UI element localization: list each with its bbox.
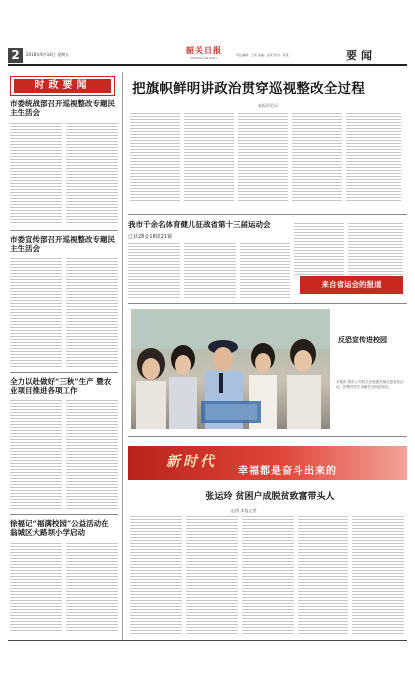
sports-col-2 [184, 243, 236, 299]
story1-text-b [66, 123, 118, 225]
column-divider [122, 72, 123, 640]
feature-col-4 [298, 516, 348, 634]
feature-col-2 [186, 516, 238, 634]
left-banner-inner [14, 79, 111, 93]
story2-title: 市委宣传部召开巡视整改专题民主生活会 [10, 235, 115, 253]
masthead-logo [176, 45, 232, 60]
main-byline: 本报评论员 [258, 103, 278, 108]
page-number-box [8, 48, 23, 63]
divider-main-2 [128, 303, 407, 304]
photo-caption-text: 本报讯 我市公安机关在校园开展反恐宣传活动，民警向学生讲解安全防范知识。 [336, 380, 404, 389]
photo-illustration [131, 309, 330, 429]
story3-text-b [66, 400, 118, 510]
story3-text-a [10, 400, 62, 510]
feature-col-1 [130, 516, 182, 634]
sports-col-5 [348, 223, 403, 275]
sports-subtitle: 已获28金18银21铜 [128, 234, 173, 240]
sports-col-4 [294, 223, 344, 275]
date-line: 2018年9月14日 星期五 [26, 52, 70, 57]
divider-main-1 [128, 214, 407, 215]
sports-banner-text: 来自省运会的报道 [321, 280, 382, 289]
divider-left-3 [10, 514, 118, 515]
story4-text-a [10, 543, 62, 633]
sports-banner [300, 276, 403, 294]
divider-main-3 [128, 436, 407, 437]
story2-text-b [66, 258, 118, 368]
story1-title: 市委统战部召开巡视整改专题民主生活会 [10, 99, 115, 117]
section-name: 要闻 [346, 49, 376, 62]
feature-slogan: 幸福都是奋斗出来的 [238, 466, 337, 477]
lead-col-2 [184, 113, 234, 203]
editor-line: 责任编辑：王某 美编：某某 校对：某某 [236, 53, 289, 57]
sports-col-1 [128, 243, 180, 299]
lead-col-3 [238, 113, 288, 203]
story1-text-a [10, 123, 62, 225]
sports-col-3 [240, 243, 290, 299]
feature-title: 张运玲 贫困户成脱贫致富带头人 [205, 492, 335, 502]
feature-banner [128, 446, 407, 480]
left-banner-text: 时政要闻 [34, 80, 91, 91]
story3-title: 全力以赴做好“三秋”生产 暨农业项目推进各项工作 [10, 377, 112, 395]
lead-col-5 [346, 113, 401, 203]
feature-series: 新时代 [166, 454, 217, 470]
feature-col-3 [242, 516, 294, 634]
story4-title: 徐福记“福满校园”公益活动在翁城区大路坝小学启动 [10, 519, 109, 537]
divider-left-2 [10, 372, 118, 373]
left-banner [10, 76, 115, 96]
story4-text-b [66, 543, 118, 633]
header-rule [8, 64, 407, 66]
lead-col-1 [130, 113, 180, 203]
divider-left-1 [10, 230, 118, 231]
masthead-sub: SHAOGUAN DAILY [190, 56, 218, 60]
photo-caption-title: 反恐宣传进校园 [338, 335, 387, 344]
sports-title: 我市千余名体育健儿征战省第十三届运动会 [128, 220, 271, 229]
footer-rule [8, 640, 407, 641]
feature-byline: 文/图 本报记者 [230, 508, 257, 513]
news-photo [131, 309, 330, 429]
page-number: 2 [11, 48, 20, 62]
lead-col-4 [292, 113, 342, 203]
masthead-title: 韶关日报 [186, 45, 222, 55]
story2-text-a [10, 258, 62, 368]
feature-col-5 [352, 516, 404, 634]
main-headline: 把旗帜鲜明讲政治贯穿巡视整改全过程 [132, 81, 365, 97]
